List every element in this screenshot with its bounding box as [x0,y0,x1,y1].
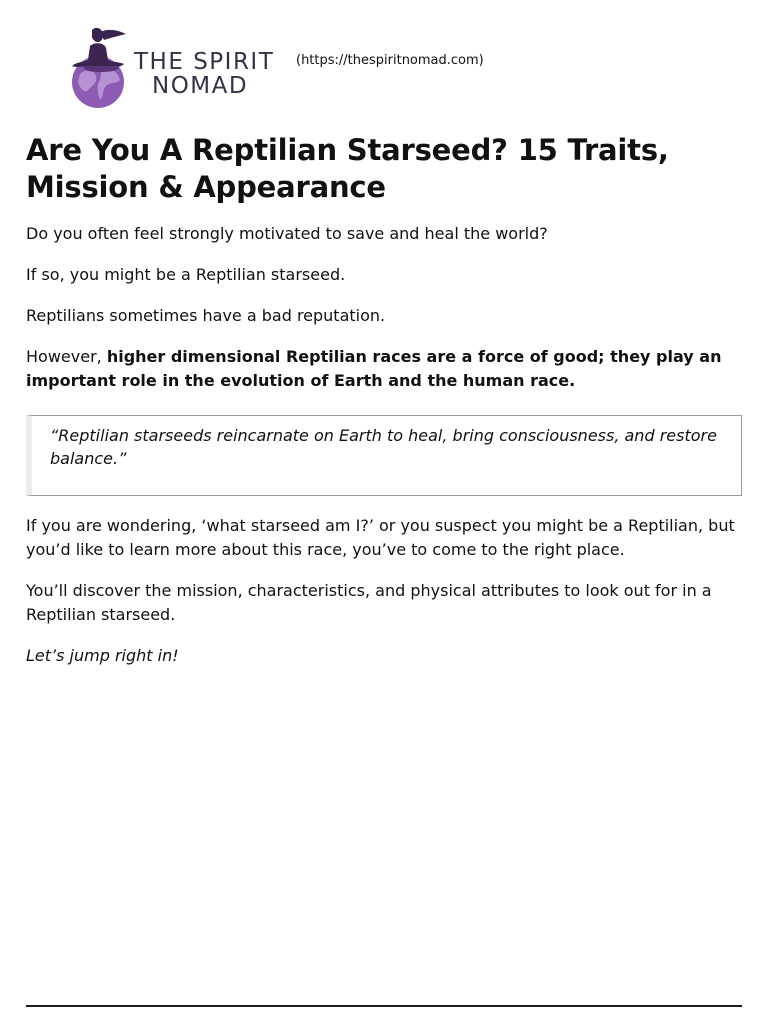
paragraph-4-lead: However, [26,347,107,366]
paragraph-4-bold: higher dimensional Reptilian races are a force of good; they play an important role in the evolution of Earth and the human race. [26,347,722,390]
quote-text: “Reptilian starseeds reincarnate on Earth to heal, bring consciousness, and restore balance.” [50,426,717,468]
logo-line-1: THE SPIRIT [134,49,275,75]
paragraph-3: Reptilians sometimes have a bad reputation. [26,306,386,325]
closing-line: Let’s jump right in! [26,646,179,665]
paragraph-4 [26,345,742,393]
logo-line-2: NOMAD [152,73,249,99]
paragraph-2: If so, you might be a Reptilian starseed. [26,265,346,284]
site-header [70,24,590,108]
page-title: Are You A Reptilian Starseed? 15 Traits, Mission & Appearance [26,133,669,204]
spirit-nomad-logo-icon [70,24,132,108]
intro-paragraph: Do you often feel strongly motivated to save and heal the world? [26,224,548,243]
footer-divider [26,1005,742,1007]
paragraph-5: If you are wondering, ‘what starseed am I?’ or you suspect you might be a Reptilian, but you’d like to learn more about this race, you’ve to come to the right place. [26,516,735,559]
site-url[interactable]: (https://thespiritnomad.com) [296,53,484,68]
blockquote [26,415,742,496]
paragraph-6: You’ll discover the mission, characteristics, and physical attributes to look out for in a Reptilian starseed. [26,581,712,624]
article-body [26,132,742,668]
logo-wordmark [134,50,304,98]
